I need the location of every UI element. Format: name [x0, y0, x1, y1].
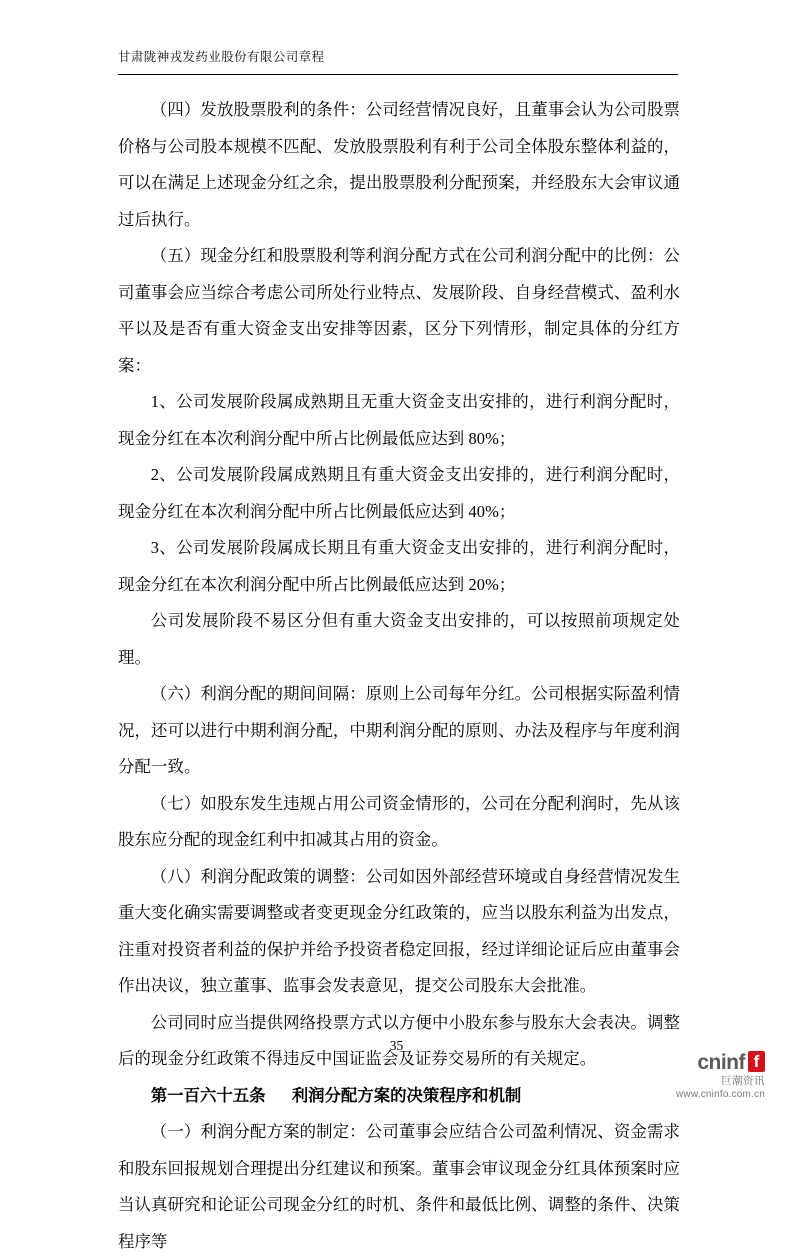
page-number: 35 [389, 1038, 404, 1053]
paragraph: （六）利润分配的期间间隔：原则上公司每年分红。公司根据实际盈利情况，还可以进行中期利润分配，中期利润分配的原则、办法及程序与年度利润分配一致。 [118, 684, 680, 776]
logo-chinese-name: 巨潮资讯 [721, 1075, 765, 1088]
logo-url: www.cninfo.com.cn [676, 1089, 765, 1100]
paragraph: 公司同时应当提供网络投票方式以方便中小股东参与股东大会表决。调整后的现金分红政策不得违反中国证监会及证券交易所的有关规定。 [118, 1012, 680, 1068]
paragraph: 1、公司发展阶段属成熟期且无重大资金支出安排的，进行利润分配时，现金分红在本次利润分配中所占比例最低应达到 80%； [118, 392, 680, 448]
paragraph: （七）如股东发生违规占用公司资金情形的，公司在分配利润时，先从该股东应分配的现金红利中扣减其占用的资金。 [118, 793, 680, 849]
article-number: 第一百六十五条 [150, 1085, 266, 1105]
logo-badge-icon: f [748, 1051, 765, 1072]
logo-mark-row [676, 1051, 765, 1074]
paragraph: 3、公司发展阶段属成长期且有重大资金支出安排的，进行利润分配时，现金分红在本次利润分配中所占比例最低应达到 20%； [118, 538, 680, 594]
paragraph: 公司发展阶段不易区分但有重大资金支出安排的，可以按照前项规定处理。 [118, 611, 680, 667]
cninfo-logo [676, 1051, 765, 1100]
paragraph: （八）利润分配政策的调整：公司如因外部经营环境或自身经营情况发生重大变化确实需要调整或者变更现金分红政策的，应当以股东利益为出发点，注重对投资者利益的保护并给予投资者稳定回报，经过详细论证后应由董事会作出决议，独立董事、监事会发表意见，提交公司股东大会批准。 [118, 866, 680, 995]
paragraph: 2、公司发展阶段属成熟期且有重大资金支出安排的，进行利润分配时，现金分红在本次利润分配中所占比例最低应达到 40%； [118, 465, 680, 521]
paragraph: （一）利润分配方案的制定：公司董事会应结合公司盈利情况、资金需求和股东回报规划合理提出分红建议和预案。董事会审议现金分红具体预案时应当认真研究和论证公司现金分红的时机、条件和最低比例、调整的条件、决策程序等 [118, 1122, 680, 1251]
paragraph: （五）现金分红和股票股利等利润分配方式在公司利润分配中的比例：公司董事会应当综合考虑公司所处行业特点、发展阶段、自身经营模式、盈利水平以及是否有重大资金支出安排等因素，区分下列情形，制定具体的分红方案： [118, 246, 680, 375]
page-header: 甘肃陇神戎发药业股份有限公司章程 [118, 50, 325, 64]
header-divider [118, 74, 678, 75]
logo-wordmark: cninf [697, 1051, 745, 1075]
article-heading [118, 1078, 680, 1115]
article-title: 利润分配方案的决策程序和机制 [291, 1085, 522, 1105]
document-body [118, 92, 680, 1260]
paragraph: （四）发放股票股利的条件：公司经营情况良好，且董事会认为公司股票价格与公司股本规模不匹配、发放股票股利有利于公司全体股东整体利益的，可以在满足上述现金分红之余，提出股票股利分配预案，并经股东大会审议通过后执行。 [118, 100, 680, 229]
